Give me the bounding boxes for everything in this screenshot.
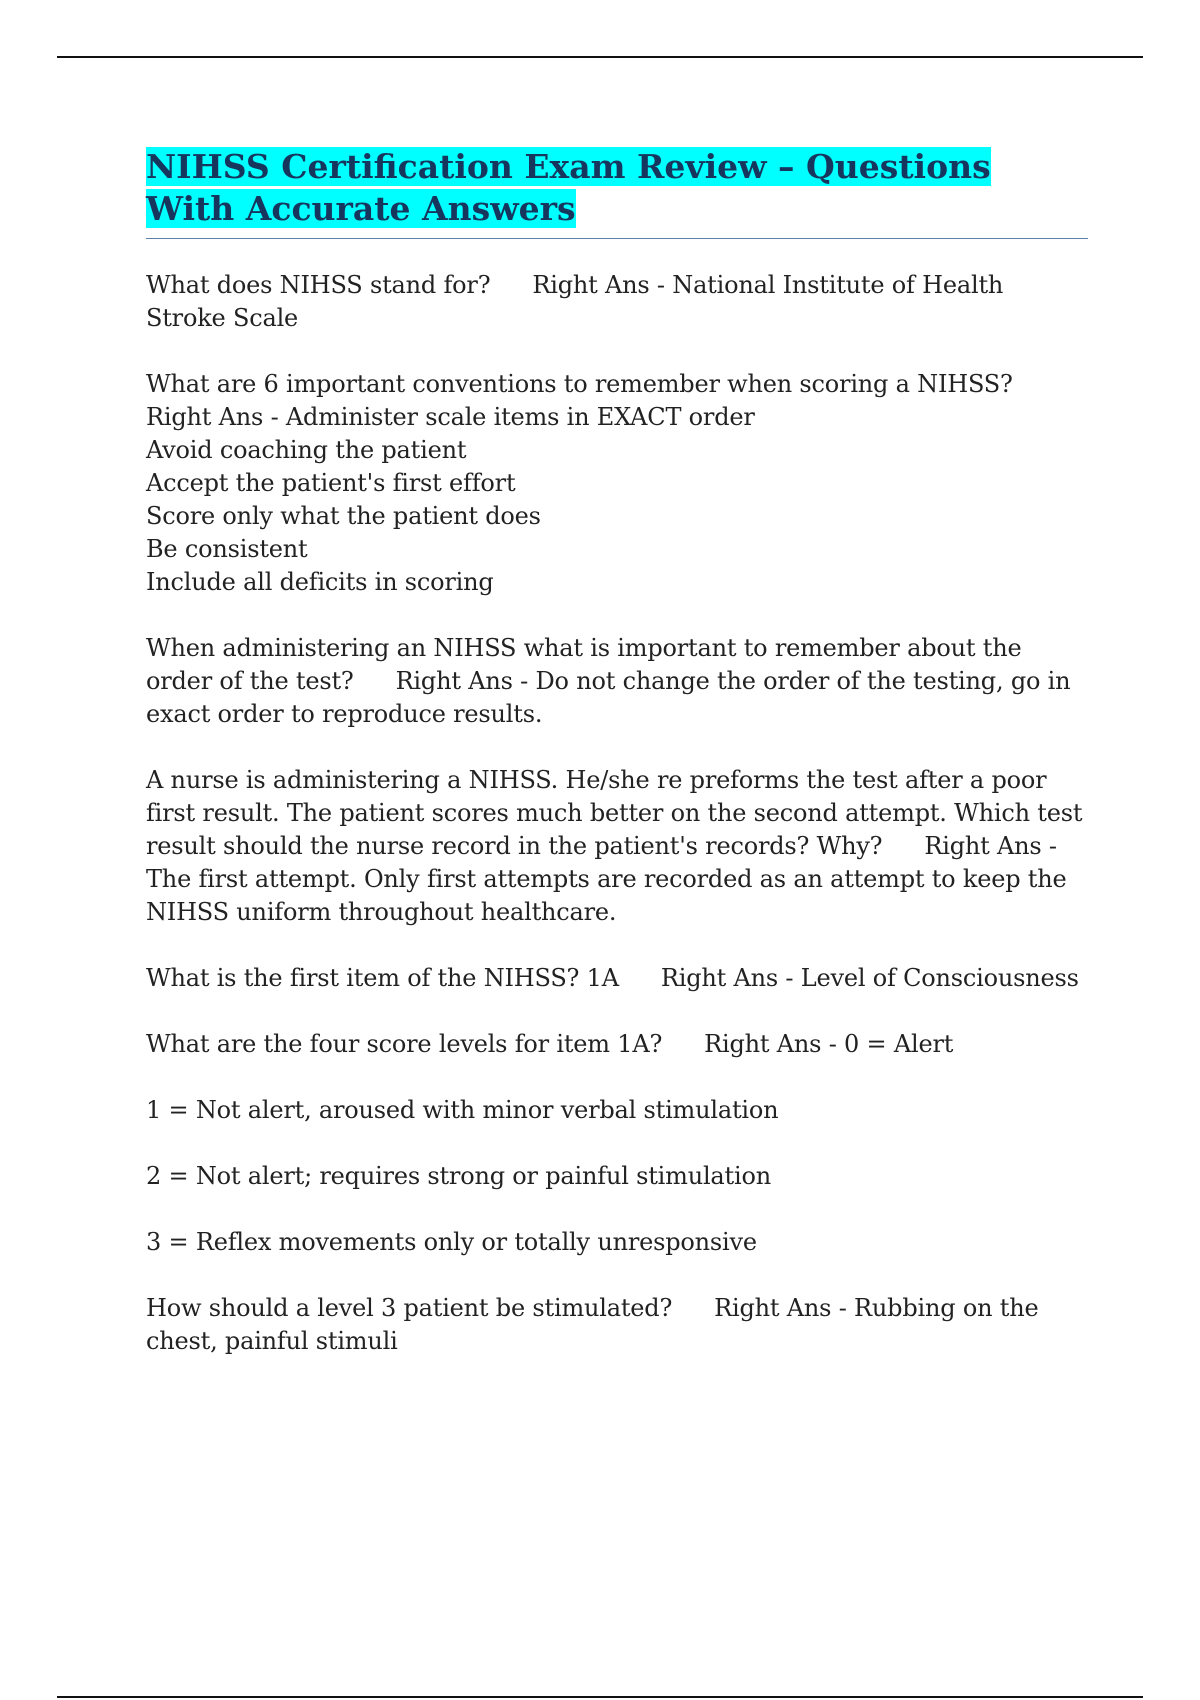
answer-line: Right Ans - Administer scale items in EXACT order [146,403,755,431]
score-level-line: 2 = Not alert; requires strong or painful stimulation [146,1162,771,1190]
question-text: When administering an NIHSS what is important to remember about the order of the test? [146,634,1022,695]
question-text: What are the four score levels for item 1A? [146,1030,663,1058]
question-text: A nurse is administering a NIHSS. He/she re preforms the test after a poor first result. The patient scores much better on the second attempt. Which test result should the nurse record in the patient's records? Why? [146,766,1083,860]
answer-line: Be consistent [146,535,308,563]
qa-item [146,368,1088,599]
document-body [146,146,1088,1391]
answer-text: Right Ans - Level of Consciousness [660,964,1079,992]
qa-item [146,1292,1088,1358]
answer-line: Include all deficits in scoring [146,568,494,596]
question-text: What does NIHSS stand for? [146,271,491,299]
question-text: How should a level 3 patient be stimulated? [146,1294,673,1322]
title-block [146,146,1088,239]
qa-item [146,962,1088,995]
document-title [146,146,1088,230]
qa-item [146,632,1088,731]
answer-text: Right Ans - Rubbing on the chest, painful stimuli [146,1294,1039,1355]
qa-item [146,1028,1088,1061]
answer-text: Right Ans - National Institute of Health Stroke Scale [146,271,1004,332]
score-level-line: 3 = Reflex movements only or totally unresponsive [146,1228,757,1256]
answer-text: Right Ans - The first attempt. Only first attempts are recorded as an attempt to keep the NIHSS uniform throughout healthcare. [146,832,1067,926]
score-level-line: 1 = Not alert, aroused with minor verbal stimulation [146,1096,779,1124]
top-rule [57,56,1143,58]
title-highlight: NIHSS Certification Exam Review – Questions With Accurate Answers [146,147,991,228]
answer-text: Right Ans - 0 = Alert [704,1030,954,1058]
answer-line: Avoid coaching the patient [146,436,467,464]
qa-item [146,269,1088,335]
answer-line: Score only what the patient does [146,502,541,530]
bottom-rule [57,1696,1143,1698]
qa-item [146,764,1088,929]
question-text: What are 6 important conventions to remember when scoring a NIHSS? [146,370,1013,398]
answer-line: Accept the patient's first effort [146,469,516,497]
answer-text: Right Ans - Do not change the order of the testing, go in exact order to reproduce results. [146,667,1071,728]
question-text: What is the first item of the NIHSS? 1A [146,964,619,992]
